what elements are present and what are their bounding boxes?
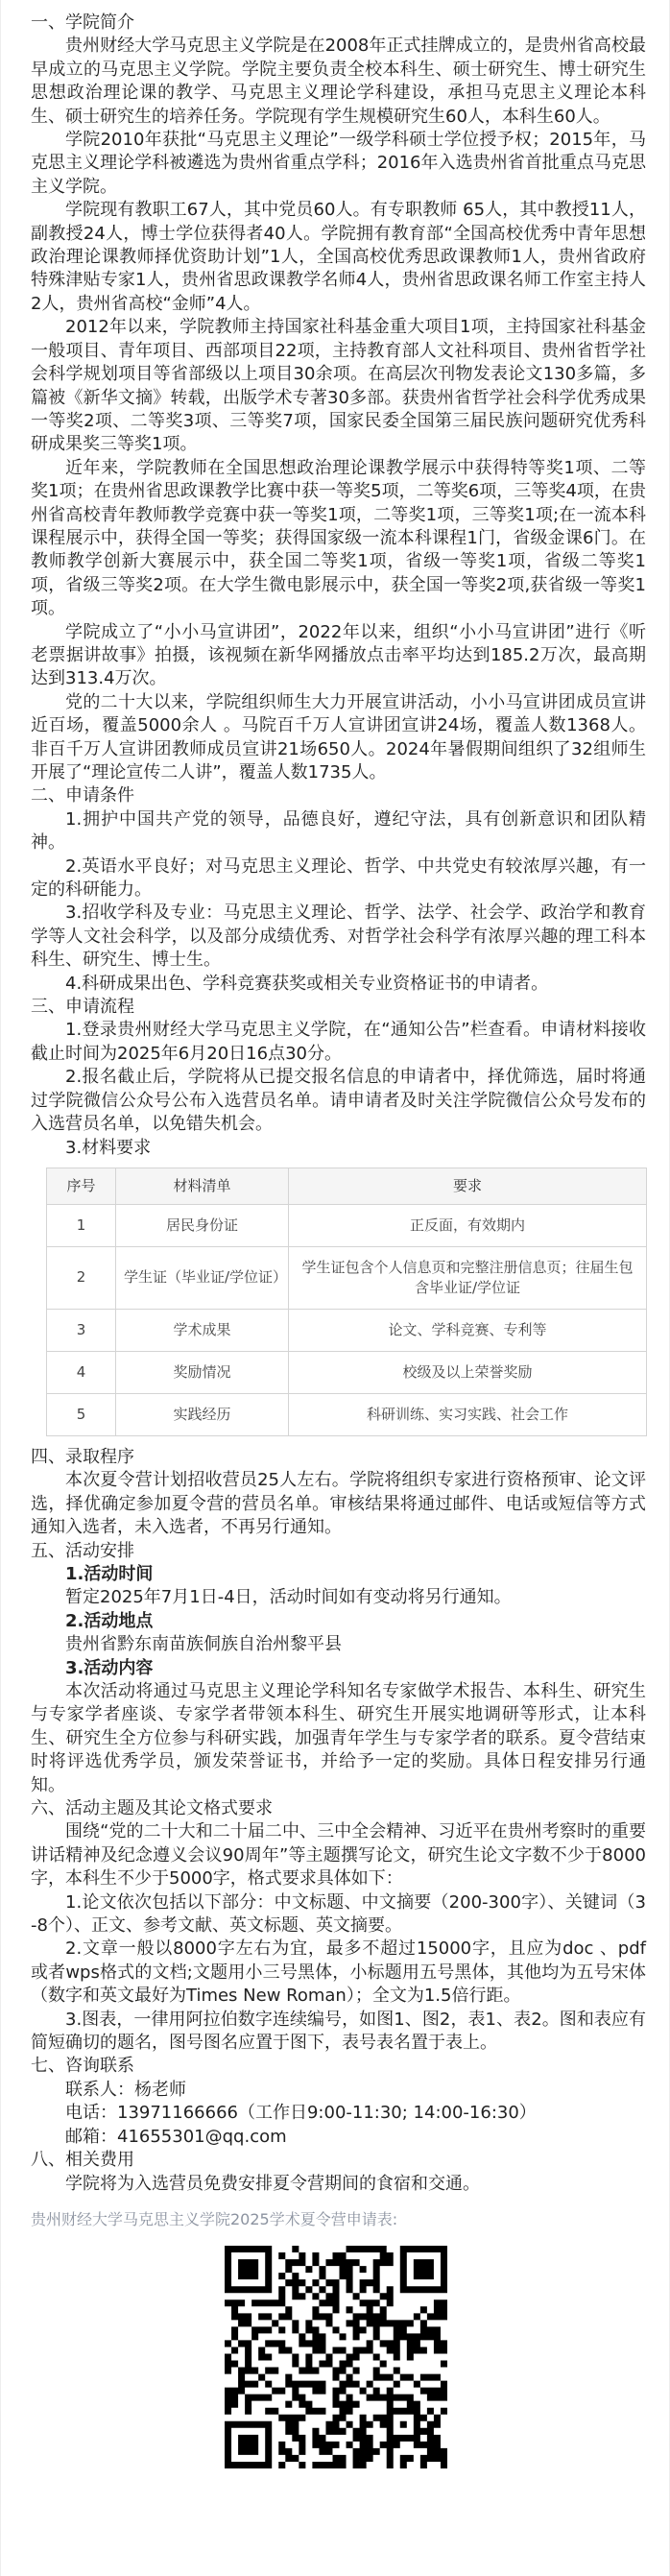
- paragraph: 学院将为入选营员免费安排夏令营期间的食宿和交通。: [65, 2173, 480, 2194]
- column-header-material: 材料清单: [116, 1168, 289, 1204]
- paragraph: 本次夏令营计划招收营员25人左右。学院将组织专家进行资格预审、论文评选，择优确定参加夏令营的营员名单。审核结果将通过邮件、电话或短信等方式通知入选者，未入选者，不再另行通知。: [31, 1470, 646, 1538]
- section-heading: 一、学院简介: [31, 12, 134, 33]
- section-contact: [31, 2055, 646, 2149]
- paragraph: 党的二十大以来，学院组织师生大力开展宣讲活动，小小马宣讲团成员宣讲近百场，覆盖5000余人 。马院百千万人宣讲团宣讲24场，覆盖人数1368人。非百千万人宣讲团教师成员宣讲21场650人。2024年暑假期间组织了32组师生开展了“理论宣传二人讲”，覆盖人数1735人。: [31, 691, 646, 782]
- section-heading: 二、申请条件: [31, 785, 134, 807]
- contact-email: 邮箱：41655301@qq.com: [65, 2126, 287, 2147]
- contact-person: 联系人：杨老师: [65, 2079, 186, 2100]
- section-heading: 五、活动安排: [31, 1540, 134, 1561]
- list-item: 2.文章一般以8000字左右为宜，最多不超过15000字，且应为doc 、pdf 或者wps格式的文档;文题用小三号黑体，小标题用五号黑体，其他均为五号宋体（数字和英文最好为Times New Roman）；全文为1.5倍行距。: [31, 1938, 646, 2007]
- list-item: 3.图表，一律用阿拉伯数字连续编号，如图1、图2，表1、表2。图和表应有简短确切的题名，图号图名应置于图下，表号表名置于表上。: [31, 2009, 646, 2054]
- table-cell-requirement: 学生证包含个人信息页和完整注册信息页；往届生包含毕业证/学位证: [289, 1246, 647, 1309]
- list-item: 2.报名截止后，学院将从已提交报名信息的申请者中，择优筛选，届时将通过学院微信公众号公布入选营员名单。请申请者及时关注学院微信公众号发布的入选营员名单，以免错失机会。: [31, 1067, 646, 1135]
- list-item: 1.拥护中国共产党的领导，品德良好，遵纪守法，具有创新意识和团队精神。: [31, 808, 646, 854]
- table-cell-material: 学生证（毕业证/学位证）: [116, 1246, 289, 1309]
- section-heading: 三、申请流程: [31, 997, 134, 1018]
- activity-place: 贵州省黔东南苗族侗族自治州黎平县: [65, 1634, 342, 1655]
- table-row: [47, 1204, 647, 1246]
- paragraph: 学院成立了“小小马宣讲团”，2022年以来，组织“小小马宣讲团”进行《听老票据讲故事》拍摄，该视频在新华网播放点击率平均达到185.2万次，最高期达到313.4万次。: [31, 621, 646, 689]
- qr-code-image: [219, 2240, 453, 2474]
- table-cell-requirement: 论文、学科竞赛、专利等: [289, 1309, 647, 1351]
- contact-phone: 电话：13971166666（工作日9:00-11:30; 14:00-16:30）: [65, 2103, 537, 2124]
- table-row: [47, 1351, 647, 1393]
- table-cell-index: 2: [47, 1246, 116, 1309]
- paragraph: 学院现有教职工67人，其中党员60人。有专职教师 65人，其中教授11人，副教授24人，博士学位获得者40人。学院拥有教育部“全国高校优秀中青年思想政治理论课教师择优资助计划”1人，全国高校优秀思政课教师1人，贵州省政府特殊津贴专家1人，贵州省思政课教学名师4人，贵州省思政课名师工作室主持人 2人，贵州省高校“金师”4人。: [31, 200, 646, 314]
- section-heading: 八、相关费用: [31, 2150, 134, 2171]
- section-college-intro: [31, 12, 646, 784]
- section-application-process: [31, 996, 646, 1436]
- list-item: 3.招收学科及专业：马克思主义理论、哲学、法学、社会学、政治学和教育学等人文社会科学，以及部分成绩优秀、对哲学社会科学有浓厚兴趣的理工科本科生、研究生、博士生。: [31, 903, 646, 971]
- table-cell-material: 学术成果: [116, 1309, 289, 1351]
- column-header-index: 序号: [47, 1168, 116, 1204]
- list-item: 2.英语水平良好；对马克思主义理论、哲学、中共党史有较浓厚兴趣，有一定的科研能力。: [31, 855, 646, 901]
- column-header-requirement: 要求: [289, 1168, 647, 1204]
- activity-time: 暂定2025年7月1日-4日，活动时间如有变动将另行通知。: [65, 1587, 512, 1608]
- paragraph: 贵州财经大学马克思主义学院是在2008年正式挂牌成立的，是贵州省高校最早成立的马克思主义学院。学院主要负责全校本科生、硕士研究生、博士研究生思想政治理论课的教学、马克思主义理论学科建设，承担马克思主义理论本科生、硕士研究生的培养任务。学院现有学生规模研究生60人，本科生60人。: [31, 36, 646, 127]
- section-application-conditions: [31, 784, 646, 996]
- section-heading: 四、录取程序: [31, 1446, 134, 1467]
- section-admission-procedure: [31, 1446, 646, 1540]
- list-item: 1.论文依次包括以下部分：中文标题、中文摘要（200-300字）、关键词（3-8个）、正文、参考文献、英文标题、英文摘要。: [31, 1891, 646, 1937]
- table-cell-requirement: 科研训练、实习实践、社会工作: [289, 1393, 647, 1435]
- paragraph: 近年来，学院教师在全国思想政治理论课教学展示中获得特等奖1项、二等奖1项；在贵州省思政课教学比赛中获一等奖5项，二等奖6项，三等奖4项，在贵州省高校青年教师教学竞赛中获一等奖1项，二等奖1项，三等奖1项;在一流本科课程展示中，获得全国一等奖；获得国家级一流本科课程1门，省级金课6门。在教师教学创新大赛展示中，获全国二等奖1项，省级一等奖1项，省级二等奖1项，省级三等奖2项。在大学生微电影展示中，获全国一等奖2项,获省级一等奖1项。: [31, 457, 646, 619]
- materials-table: [46, 1168, 647, 1436]
- paragraph: 围绕“党的二十大和二十届二中、三中全会精神、习近平在贵州考察时的重要讲话精神及纪念遵义会议90周年”等主题撰写论文，研究生论文字数不少于8000字，本科生不少于5000字，格式要求具体如下：: [31, 1821, 646, 1890]
- table-cell-material: 实践经历: [116, 1393, 289, 1435]
- subheading-time: 1.活动时间: [65, 1563, 154, 1584]
- table-header-row: [47, 1168, 647, 1204]
- paragraph: 2012年以来，学院教师主持国家社科基金重大项目1项，主持国家社科基金一般项目、青年项目、西部项目22项，主持教育部人文社科项目、贵州省哲学社会科学规划项目等省部级以上项目30余项。在高层次刊物发表论文130多篇，多篇被《新华文摘》转载，出版学术专著30多部。获贵州省哲学社会科学优秀成果一等奖2项、二等奖3项、三等奖7项，国家民委全国第三届民族问题研究优秀科研成果奖三等奖1项。: [31, 317, 646, 455]
- qr-code: [219, 2240, 453, 2474]
- application-form-caption: 贵州财经大学马克思主义学院2025学术夏令营申请表:: [31, 2209, 398, 2228]
- list-item: 1.登录贵州财经大学马克思主义学院，在“通知公告”栏查看。申请材料接收截止时间为2025年6月20日16点30分。: [31, 1020, 646, 1064]
- section-heading: 六、活动主题及其论文格式要求: [31, 1798, 273, 1818]
- section-fees: [31, 2149, 646, 2196]
- table-cell-index: 1: [47, 1204, 116, 1246]
- subheading-content: 3.活动内容: [65, 1657, 154, 1678]
- table-cell-index: 3: [47, 1309, 116, 1351]
- table-row: [47, 1393, 647, 1435]
- table-cell-requirement: 校级及以上荣誉奖励: [289, 1351, 647, 1393]
- materials-label: 3.材料要求: [65, 1137, 152, 1158]
- table-cell-requirement: 正反面，有效期内: [289, 1204, 647, 1246]
- table-cell-material: 奖励情况: [116, 1351, 289, 1393]
- table-cell-material: 居民身份证: [116, 1204, 289, 1246]
- table-row: [47, 1309, 647, 1351]
- list-item: 4.科研成果出色、学科竞赛获奖或相关专业资格证书的申请者。: [65, 973, 549, 994]
- subheading-place: 2.活动地点: [65, 1610, 154, 1631]
- section-paper-requirements: [31, 1797, 646, 2055]
- table-cell-index: 5: [47, 1393, 116, 1435]
- section-activity-schedule: [31, 1540, 646, 1797]
- table-row: [47, 1246, 647, 1309]
- activity-content: 本次活动将通过马克思主义理论学科知名专家做学术报告、本科生、研究生与专家学者座谈、专家学者带领本科生、研究生开展实地调研等形式，让本科生、研究生全方位参与科研实践，加强青年学生与专家学者的联系。夏令营结束时将评选优秀学员，颁发荣誉证书，并给予一定的奖励。具体日程安排另行通知。: [31, 1680, 646, 1795]
- table-cell-index: 4: [47, 1351, 116, 1393]
- paragraph: 学院2010年获批“马克思主义理论”一级学科硕士学位授予权；2015年，马克思主义理论学科被遴选为贵州省重点学科；2016年入选贵州省首批重点马克思主义学院。: [31, 130, 646, 197]
- section-heading: 七、咨询联系: [31, 2056, 134, 2077]
